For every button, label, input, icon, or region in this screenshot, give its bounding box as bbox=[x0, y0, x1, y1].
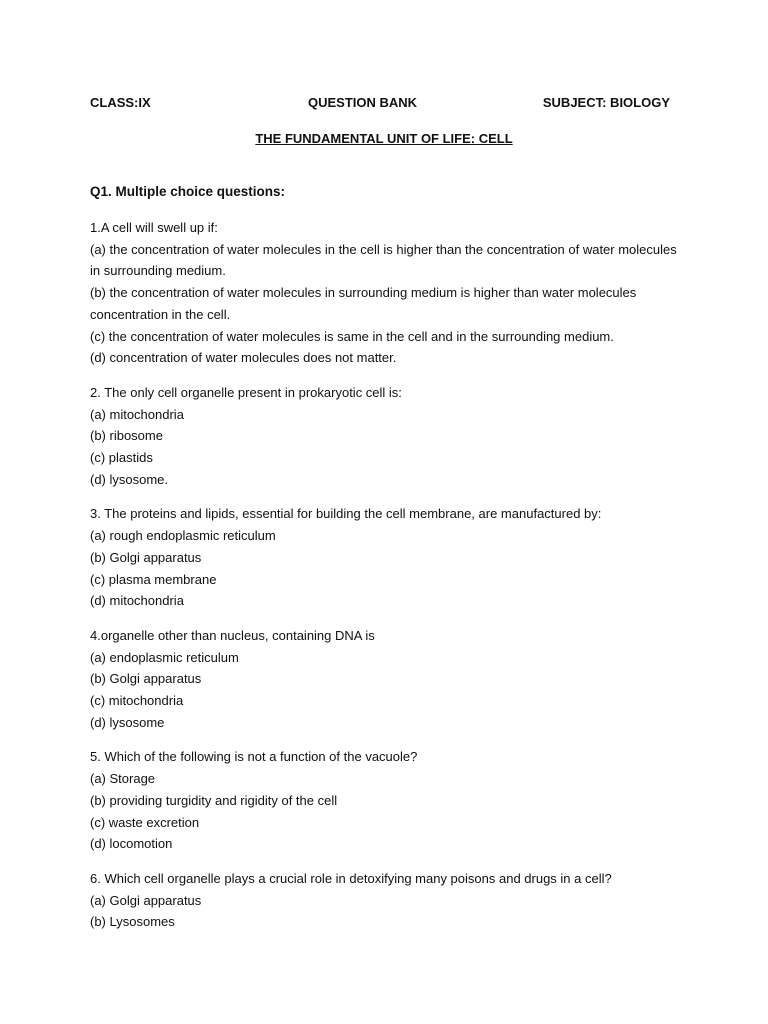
question-3 bbox=[90, 503, 680, 612]
question-5 bbox=[90, 746, 680, 855]
option-a: (a) the concentration of water molecules in the cell is higher than the concentration of water molecules in surrounding medium. bbox=[90, 241, 677, 279]
question-text: 6. Which cell organelle plays a crucial role in detoxifying many poisons and drugs in a cell? bbox=[90, 870, 612, 886]
option-b: (b) the concentration of water molecules in surrounding medium is higher than water molecules concentration in the cell. bbox=[90, 285, 637, 322]
section-heading: Q1. Multiple choice questions: bbox=[90, 184, 286, 199]
option-d: (d) lysosome. bbox=[90, 471, 169, 487]
subject-label: SUBJECT: BIOLOGY bbox=[542, 95, 670, 110]
question-6 bbox=[90, 868, 680, 933]
option-d: (d) lysosome bbox=[90, 714, 165, 730]
option-d: (d) mitochondria bbox=[90, 593, 184, 609]
option-c: (c) plastids bbox=[90, 450, 153, 466]
class-label: CLASS:IX bbox=[90, 95, 151, 110]
option-b: (b) Golgi apparatus bbox=[90, 671, 202, 687]
question-text: 2. The only cell organelle present in prokaryotic cell is: bbox=[90, 384, 402, 400]
question-text: 3. The proteins and lipids, essential for building the cell membrane, are manufactured by: bbox=[90, 506, 602, 522]
option-a: (a) endoplasmic reticulum bbox=[90, 649, 239, 665]
question-text: 4.organelle other than nucleus, containing DNA is bbox=[90, 627, 375, 643]
document-header bbox=[90, 95, 670, 113]
option-a: (a) Golgi apparatus bbox=[90, 892, 202, 908]
question-1 bbox=[90, 217, 680, 369]
question-bank-label: QUESTION BANK bbox=[308, 95, 418, 110]
option-c: (c) the concentration of water molecules is same in the cell and in the surrounding medium. bbox=[90, 328, 614, 344]
option-d: (d) concentration of water molecules does not matter. bbox=[90, 350, 397, 366]
question-2 bbox=[90, 382, 680, 491]
option-a: (a) rough endoplasmic reticulum bbox=[90, 528, 276, 544]
option-b: (b) providing turgidity and rigidity of the cell bbox=[90, 792, 338, 808]
option-a: (a) Storage bbox=[90, 771, 156, 787]
option-b: (b) Golgi apparatus bbox=[90, 549, 202, 565]
option-d: (d) locomotion bbox=[90, 836, 173, 852]
option-c: (c) mitochondria bbox=[90, 693, 184, 709]
document-title: THE FUNDAMENTAL UNIT OF LIFE: CELL bbox=[255, 131, 513, 146]
option-a: (a) mitochondria bbox=[90, 406, 184, 422]
option-b: (b) Lysosomes bbox=[90, 914, 175, 930]
question-list bbox=[90, 217, 680, 946]
question-text: 1.A cell will swell up if: bbox=[90, 220, 218, 235]
option-c: (c) plasma membrane bbox=[90, 571, 217, 587]
question-4 bbox=[90, 625, 680, 734]
question-text: 5. Which of the following is not a function of the vacuole? bbox=[90, 749, 418, 765]
option-b: (b) ribosome bbox=[90, 428, 163, 444]
option-c: (c) waste excretion bbox=[90, 814, 200, 830]
